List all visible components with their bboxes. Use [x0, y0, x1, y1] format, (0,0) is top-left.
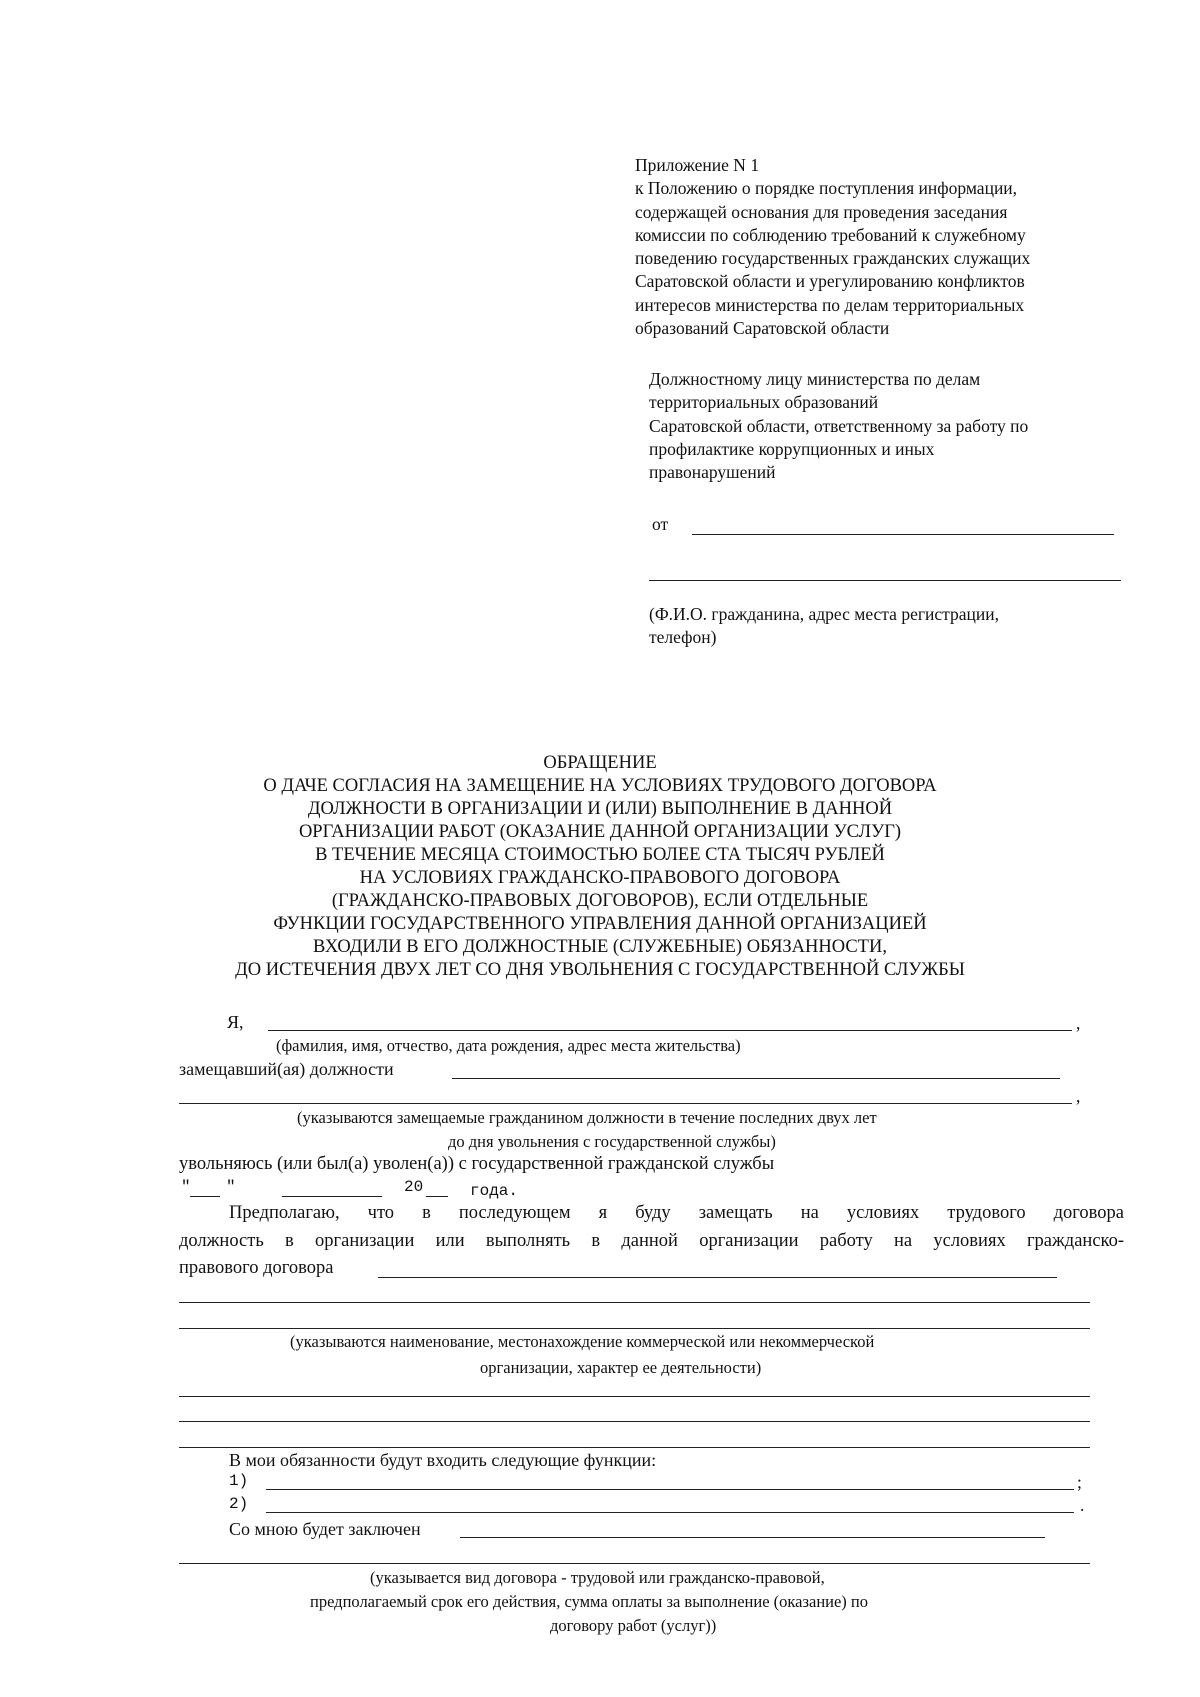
- date-quote-close: ": [226, 1178, 236, 1196]
- from-label: от: [652, 514, 669, 534]
- position-hint-1: (указываются замещаемые гражданином должности в течение последних двух лет: [297, 1108, 877, 1127]
- date-day-field[interactable]: [190, 1196, 220, 1197]
- title-line: ДОЛЖНОСТИ В ОРГАНИЗАЦИИ И (ИЛИ) ВЫПОЛНЕНИЕ В ДАННОЙ: [307, 799, 893, 819]
- addressee-line: правонарушений: [649, 462, 776, 483]
- title-line: ДО ИСТЕЧЕНИЯ ДВУХ ЛЕТ СО ДНЯ УВОЛЬНЕНИЯ С ГОСУДАРСТВЕННОЙ СЛУЖБЫ: [235, 960, 965, 980]
- fio-field[interactable]: [268, 1030, 1072, 1031]
- addressee-hint-line: (Ф.И.О. гражданина, адрес места регистрации,: [649, 604, 999, 624]
- duty-2-field[interactable]: [266, 1512, 1074, 1513]
- item-2-label: 2): [229, 1495, 249, 1513]
- contract-hint-3: договору работ (услуг)): [550, 1616, 717, 1635]
- from-field[interactable]: [692, 534, 1114, 535]
- organization-field-line-2[interactable]: [179, 1302, 1090, 1303]
- position-field[interactable]: [452, 1078, 1060, 1079]
- addressee-line: территориальных образований: [649, 392, 879, 413]
- assume-line-1: Предполагаю, что в последующем я буду замещать на условиях трудового договора: [229, 1203, 1124, 1223]
- title-line: ВХОДИЛИ В ЕГО ДОЛЖНОСТНЫЕ (СЛУЖЕБНЫЕ) ОБЯЗАННОСТИ,: [313, 937, 887, 957]
- org-extra-line-3[interactable]: [179, 1447, 1090, 1448]
- item-1-label: 1): [229, 1472, 249, 1490]
- date-month-field[interactable]: [282, 1196, 382, 1197]
- addressee-line: Должностному лицу министерства по делам: [649, 369, 981, 389]
- contract-label: Со мною будет заключен: [229, 1519, 421, 1539]
- title-line: ОБРАЩЕНИЕ: [543, 753, 657, 773]
- fio-hint: (фамилия, имя, отчество, дата рождения, адрес места жительства): [276, 1036, 741, 1055]
- title-line: В ТЕЧЕНИЕ МЕСЯЦА СТОИМОСТЬЮ БОЛЕЕ СТА ТЫСЯЧ РУБЛЕЙ: [315, 845, 885, 865]
- title-line: О ДАЧЕ СОГЛАСИЯ НА ЗАМЕЩЕНИЕ НА УСЛОВИЯХ ТРУДОВОГО ДОГОВОРА: [263, 776, 937, 796]
- duties-label: В мои обязанности будут входить следующие функции:: [229, 1450, 657, 1470]
- organization-field-line-3[interactable]: [179, 1328, 1090, 1329]
- title-line: ОРГАНИЗАЦИИ РАБОТ (ОКАЗАНИЕ ДАННОЙ ОРГАНИЗАЦИИ УСЛУГ): [298, 822, 902, 842]
- position-hint-2: до дня увольнения с государственной службы): [448, 1132, 776, 1151]
- item-2-end: .: [1080, 1495, 1085, 1515]
- date-year-prefix: 20: [404, 1178, 424, 1196]
- comma-1: ,: [1076, 1013, 1081, 1033]
- appendix-line: содержащей основания для проведения заседания: [635, 201, 1008, 222]
- appendix-block: [635, 154, 1030, 340]
- org-hint-2: организации, характер ее деятельности): [480, 1358, 762, 1377]
- addressee-line: профилактике коррупционных и иных: [649, 438, 935, 459]
- org-hint-1: (указываются наименование, местонахождение коммерческой или некоммерческой: [290, 1332, 875, 1351]
- addressee-hint: [649, 603, 999, 650]
- assume-line-3: правового договора: [179, 1258, 334, 1278]
- contract-field[interactable]: [460, 1537, 1045, 1538]
- date-quote-open: ": [181, 1178, 191, 1196]
- title-line: (ГРАЖДАНСКО-ПРАВОВЫХ ДОГОВОРОВ), ЕСЛИ ОТДЕЛЬНЫЕ: [331, 891, 869, 911]
- date-year-suffix: года.: [470, 1182, 519, 1200]
- addressee-block: [649, 368, 1028, 484]
- org-extra-line-1[interactable]: [179, 1396, 1090, 1397]
- appendix-line: комиссии по соблюдению требований к служебному: [635, 224, 1026, 245]
- org-extra-line-2[interactable]: [179, 1421, 1090, 1422]
- contract-hint-1: (указывается вид договора - трудовой или гражданско-правовой,: [370, 1568, 825, 1587]
- dismissal-line: увольняюсь (или был(а) уволен(а)) с государственной гражданской службы: [179, 1154, 775, 1174]
- appendix-line: Саратовской области и урегулированию конфликтов: [635, 271, 1025, 292]
- i-label: Я,: [227, 1012, 244, 1032]
- contract-hint-2: предполагаемый срок его действия, сумма оплаты за выполнение (оказание) по: [310, 1592, 869, 1611]
- from-field-second-line[interactable]: [649, 580, 1121, 581]
- appendix-line: Приложение N 1: [635, 155, 760, 175]
- duty-1-field[interactable]: [266, 1489, 1074, 1490]
- assume-line-2: должность в организации или выполнять в данной организации работу на условиях гражданско-: [179, 1231, 1124, 1251]
- title-line: ФУНКЦИИ ГОСУДАРСТВЕННОГО УПРАВЛЕНИЯ ДАННОЙ ОРГАНИЗАЦИЕЙ: [273, 914, 927, 934]
- appendix-line: образований Саратовской области: [635, 318, 890, 339]
- organization-field[interactable]: [378, 1277, 1057, 1278]
- addressee-line: Саратовской области, ответственному за работу по: [649, 415, 1029, 436]
- comma-2: ,: [1076, 1086, 1081, 1106]
- date-year-field[interactable]: [426, 1196, 448, 1197]
- item-1-end: ;: [1077, 1472, 1082, 1492]
- appendix-line: поведению государственных гражданских служащих: [635, 248, 1031, 269]
- addressee-hint-line: телефон): [649, 627, 717, 648]
- position-label: замещавший(ая) должности: [179, 1059, 394, 1079]
- appendix-line: интересов министерства по делам территориальных: [635, 294, 1025, 315]
- title-line: НА УСЛОВИЯХ ГРАЖДАНСКО-ПРАВОВОГО ДОГОВОРА: [359, 868, 841, 888]
- position-field-second-line[interactable]: [179, 1103, 1072, 1104]
- appendix-line: к Положению о порядке поступления информации,: [635, 178, 1018, 199]
- contract-field-line-2[interactable]: [179, 1563, 1090, 1564]
